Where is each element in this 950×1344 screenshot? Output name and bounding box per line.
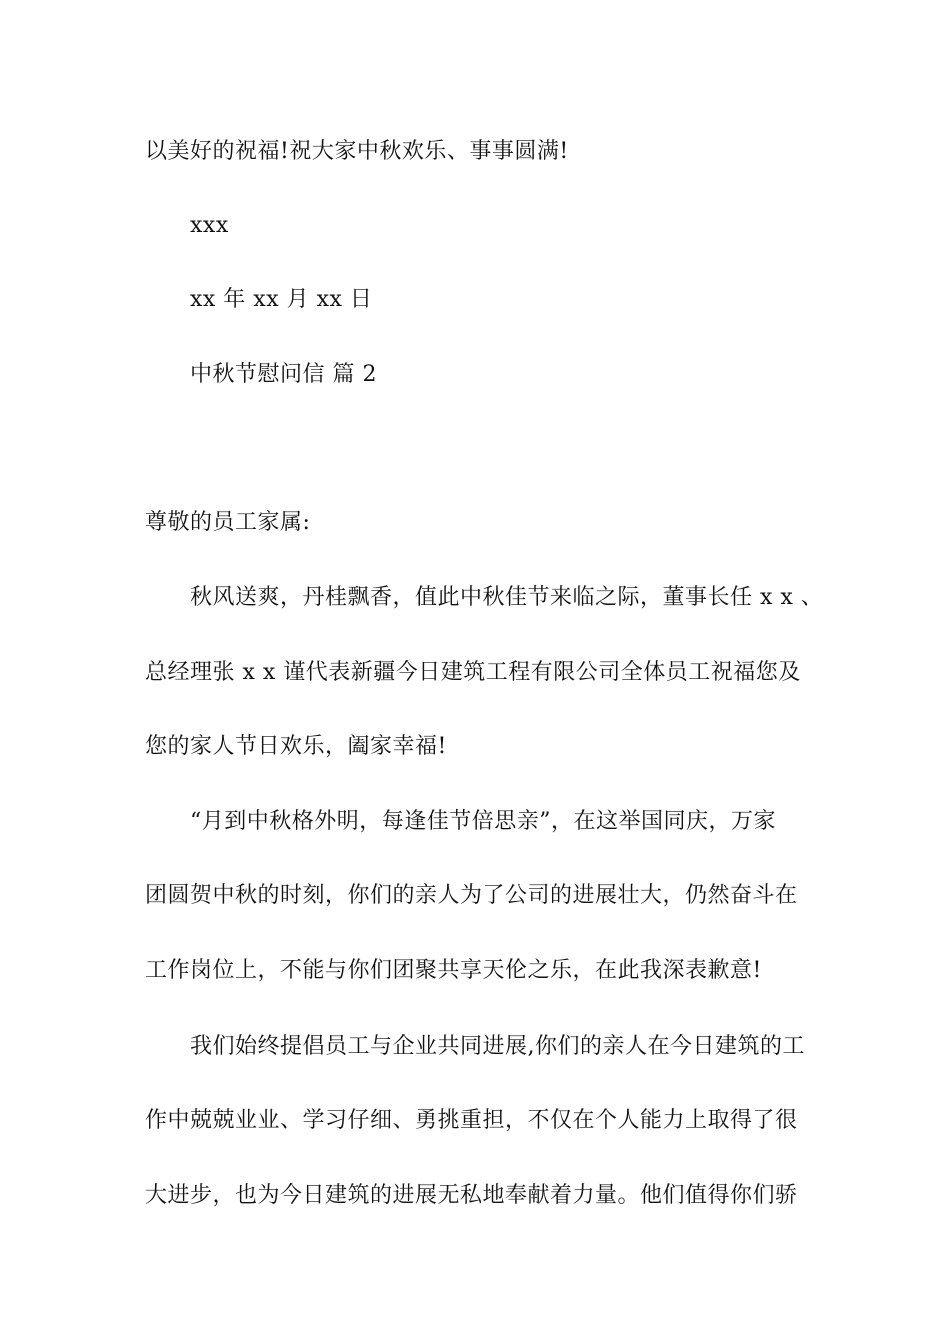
text-line-blessing: 以美好的祝福!祝大家中秋欢乐、事事圆满! [145, 139, 569, 164]
paragraph-line: 总经理张 x x 谨代表新疆今日建筑工程有限公司全体员工祝福您及 [145, 660, 801, 685]
section-heading: 中秋节慰问信 篇 2 [190, 362, 377, 387]
paragraph-line: 秋风送爽，丹桂飘香，值此中秋佳节来临之际，董事长任 x x 、 [190, 585, 824, 610]
paragraph-line: 您的家人节日欢乐，阖家幸福! [145, 734, 447, 759]
paragraph-line: “月到中秋格外明，每逢佳节倍思亲”，在这举国同庆，万家 [190, 809, 776, 834]
signature-date: xx 年 xx 月 xx 日 [190, 287, 373, 312]
paragraph-line: 大进步，也为今日建筑的进展无私地奉献着力量。他们值得你们骄 [145, 1183, 798, 1208]
signature-name: xxx [190, 213, 229, 238]
paragraph-line: 作中兢兢业业、学习仔细、勇挑重担，不仅在个人能力上取得了很 [145, 1108, 798, 1133]
paragraph-line: 团圆贺中秋的时刻，你们的亲人为了公司的进展壮大，仍然奋斗在 [145, 883, 798, 908]
salutation: 尊敬的员工家属: [145, 510, 311, 535]
paragraph-line: 我们始终提倡员工与企业共同进展,你们的亲人在今日建筑的工 [190, 1034, 805, 1059]
paragraph-line: 工作岗位上，不能与你们团聚共享天伦之乐，在此我深表歉意! [145, 958, 762, 983]
